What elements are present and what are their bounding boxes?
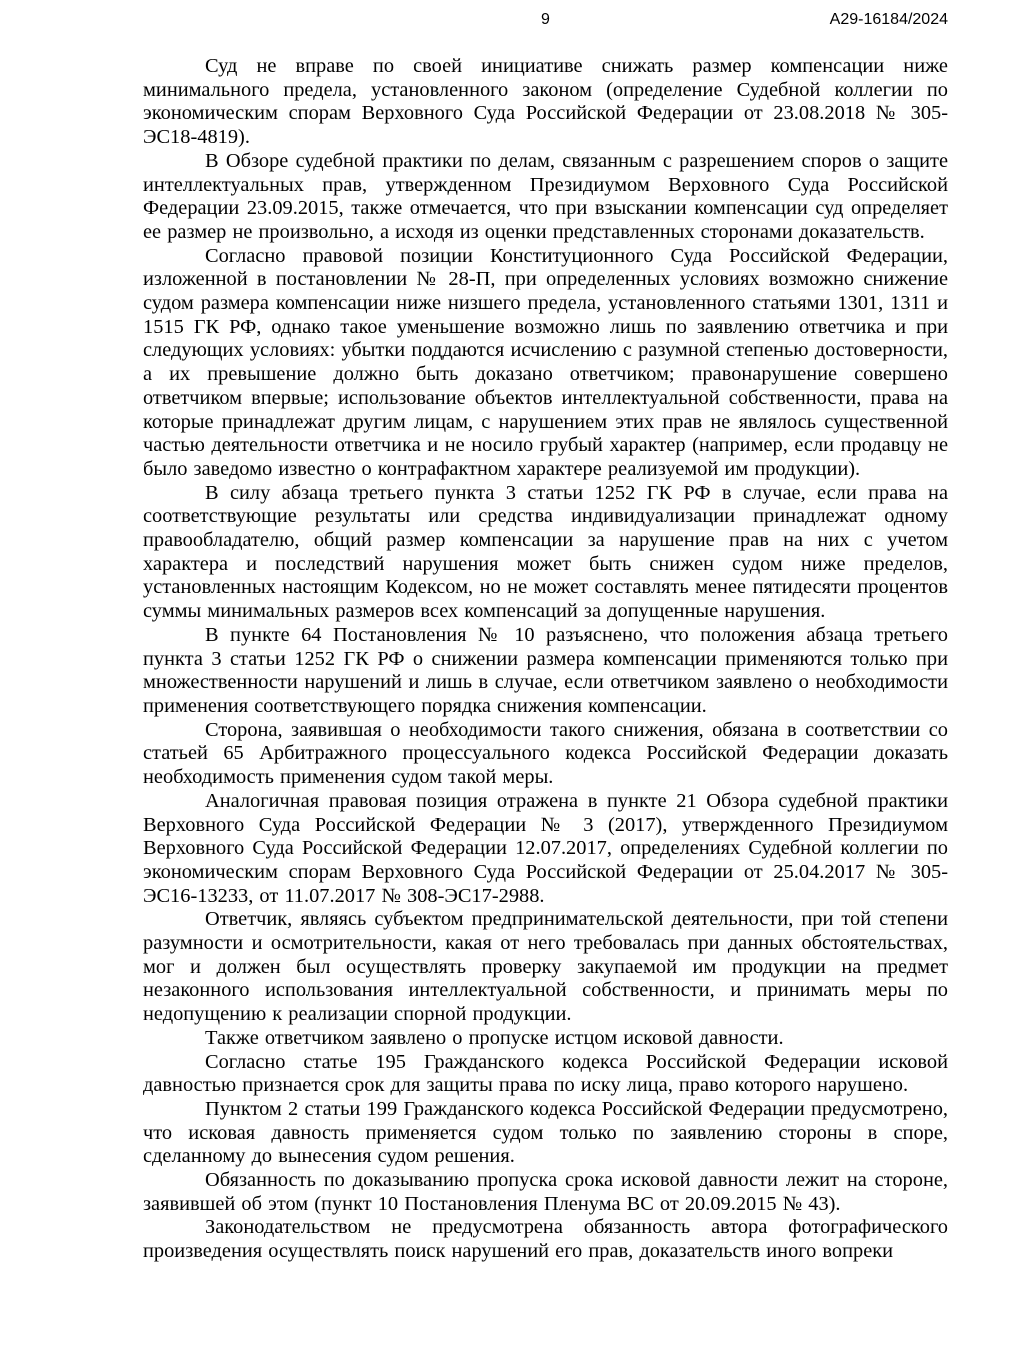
document-body	[143, 55, 948, 1264]
paragraph: В пункте 64 Постановления № 10 разъяснено, что положения абзаца третьего пункта 3 статьи 1252 ГК РФ о снижении размера компенсации применяются только при множественности нарушений и лишь в случае, если ответчиком заявлено о необходимости применения соответствующего порядка снижения компенсации.	[143, 623, 948, 717]
page-header	[143, 11, 948, 33]
paragraph: Обязанность по доказыванию пропуска срока исковой давности лежит на стороне, заявившей об этом (пункт 10 Постановления Пленума ВС от 20.09.2015 № 43).	[143, 1169, 948, 1215]
paragraph: Также ответчиком заявлено о пропуске истцом исковой давности.	[205, 1026, 784, 1049]
paragraph: Законодательством не предусмотрена обязанность автора фотографического произведения осуществлять поиск нарушений его прав, доказательств иного вопреки	[143, 1216, 948, 1263]
paragraph: Согласно правовой позиции Конституционного Суда Российской Федерации, изложенной в постановлении № 28-П, при определенных условиях возможно снижение судом размера компенсации ниже низшего предела, установленного статьями 1301, 1311 и 1515 ГК РФ, однако такое уменьшение возможно лишь по заявлению ответчика и при следующих условиях: убытки поддаются исчислению с разумной степенью достоверности, а их превышение должно быть доказано ответчиком; правонарушение совершено ответчиком впервые; использование объектов интеллектуальной собственности, права на которые принадлежат другим лицам, с нарушением этих прав не являлось существенной частью деятельности ответчика и не носило грубый характер (например, если продавцу не было заведомо известно о контрафактном характере реализуемой им продукции).	[143, 244, 948, 480]
paragraph: Сторона, заявившая о необходимости такого снижения, обязана в соответствии со статьей 65 Арбитражного процессуального кодекса Российской Федерации доказать необходимость применения судом такой меры.	[143, 718, 948, 789]
paragraph: В Обзоре судебной практики по делам, связанным с разрешением споров о защите интеллектуальных прав, утвержденном Президиумом Верховного Суда Российской Федерации 23.09.2015, также отмечается, что при взыскании компенсации суд определяет ее размер не произвольно, а исходя из оценки представленных сторонами доказательств.	[143, 149, 948, 243]
case-number: А29-16184/2024	[829, 11, 948, 28]
paragraph: Суд не вправе по своей инициативе снижать размер компенсации ниже минимального предела, установленного законом (определение Судебной коллегии по экономическим спорам Верховного Суда Российской Федерации от 23.08.2018 № 305-ЭС18-4819).	[143, 55, 948, 149]
paragraph: Аналогичная правовая позиция отражена в пункте 21 Обзора судебной практики Верховного Суда Российской Федерации № 3 (2017), утвержденного Президиумом Верховного Суда Российской Федерации 12.07.2017, определениях Судебной коллегии по экономическим спорам Верховного Суда Российской Федерации от 25.04.2017 № 305-ЭС16-13233, от 11.07.2017 № 308-ЭС17-2988.	[143, 789, 948, 907]
paragraph: Пунктом 2 статьи 199 Гражданского кодекса Российской Федерации предусмотрено, что исковая давность применяется судом только по заявлению стороны в споре, сделанному до вынесения судом решения.	[143, 1097, 948, 1168]
paragraph: В силу абзаца третьего пункта 3 статьи 1252 ГК РФ в случае, если права на соответствующие результаты или средства индивидуализации принадлежат одному правообладателю, общий размер компенсации за нарушение прав на них с учетом характера и последствий нарушения может быть снижен судом ниже пределов, установленных настоящим Кодексом, но не может составлять менее пятидесяти процентов суммы минимальных размеров всех компенсаций за допущенные нарушения.	[143, 481, 948, 623]
page-number: 9	[541, 11, 550, 28]
paragraph: Согласно статье 195 Гражданского кодекса Российской Федерации исковой давностью признается срок для защиты права по иску лица, право которого нарушено.	[143, 1050, 948, 1097]
paragraph: Ответчик, являясь субъектом предпринимательской деятельности, при той степени разумности и осмотрительности, какая от него требовалась при данных обстоятельствах, мог и должен был осуществлять проверку закупаемой им продукции на предмет незаконного использования интеллектуальной собственности, и принимать меры по недопущению к реализации спорной продукции.	[143, 908, 948, 1026]
